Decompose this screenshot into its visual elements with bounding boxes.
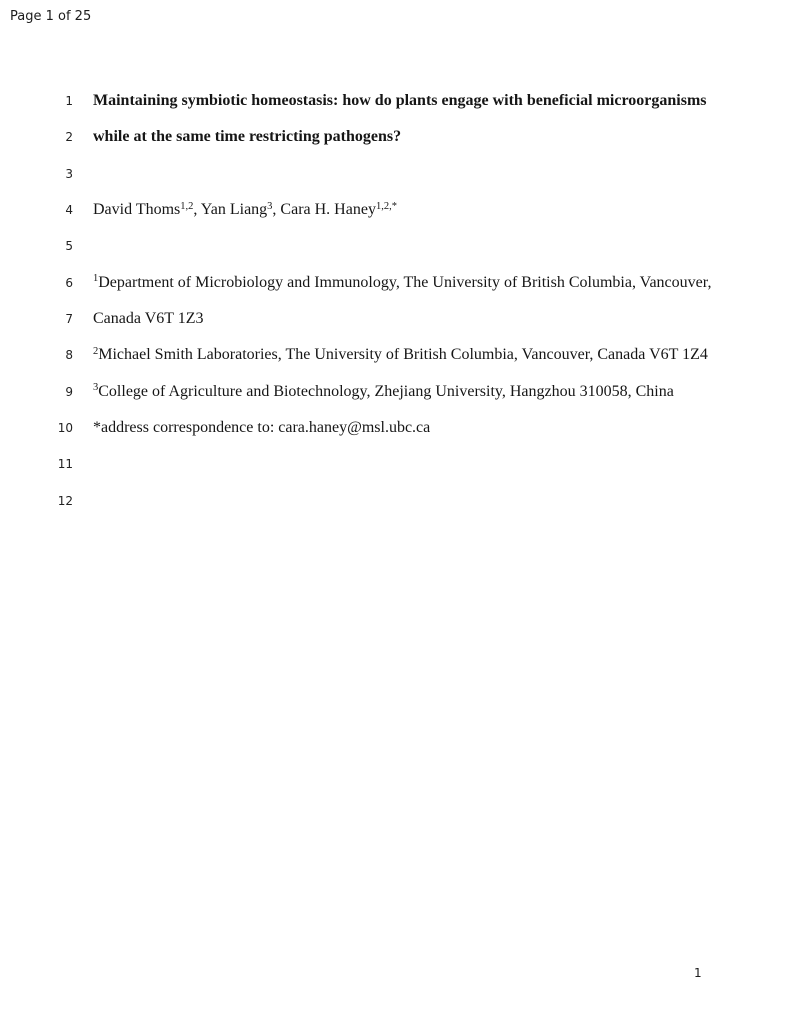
line-text: David Thoms$^{1,2}$, Yan Liang$^3$, Cara H. Haney$^{1,2,*}$ — [93, 200, 397, 219]
manuscript-line — [0, 374, 800, 410]
line-number: 12 — [57, 493, 73, 508]
line-text: Canada V6T 1Z3 — [93, 310, 204, 328]
line-text: while at the same time restricting pathogens? — [93, 128, 402, 146]
manuscript-line — [0, 119, 800, 155]
line-number: 1 — [65, 94, 73, 108]
manuscript-line — [0, 301, 800, 337]
line-number: 9 — [65, 384, 73, 399]
line-text: $^3$College of Agriculture and Biotechnology, Zhejiang University, Hangzhou 310058, China — [93, 382, 674, 400]
manuscript-line — [0, 83, 800, 119]
line-number: 8 — [65, 348, 73, 363]
line-number: 11 — [57, 457, 73, 472]
line-number: 5 — [65, 239, 73, 254]
manuscript-line — [0, 156, 800, 192]
line-text: *address correspondence to: cara.haney@msl.ubc.ca — [93, 419, 431, 437]
manuscript-line — [0, 228, 800, 264]
line-number: 7 — [65, 312, 73, 327]
manuscript-line — [0, 192, 800, 228]
manuscript-line — [0, 410, 800, 446]
line-number: 6 — [65, 275, 73, 290]
manuscript-line — [0, 483, 800, 519]
line-text: $^2$Michael Smith Laboratories, The University of British Columbia, Vancouver, Canada V6T 1Z4 — [93, 345, 708, 364]
line-text: $^1$Department of Microbiology and Immunology, The University of British Columbia, Vancouver, — [93, 273, 712, 291]
manuscript-line — [0, 265, 800, 301]
line-number: 2 — [65, 130, 73, 145]
manuscript-line — [0, 337, 800, 373]
manuscript-body — [0, 83, 800, 519]
line-text: Maintaining symbiotic homeostasis: how do plants engage with beneficial microorganisms — [93, 92, 707, 109]
footer-page-number: 1 — [694, 966, 702, 980]
line-number: 4 — [65, 203, 73, 218]
manuscript-line — [0, 446, 800, 482]
line-number: 3 — [65, 166, 73, 181]
line-number: 10 — [57, 421, 73, 436]
page-count-header: Page 1 of 25 — [10, 9, 92, 24]
